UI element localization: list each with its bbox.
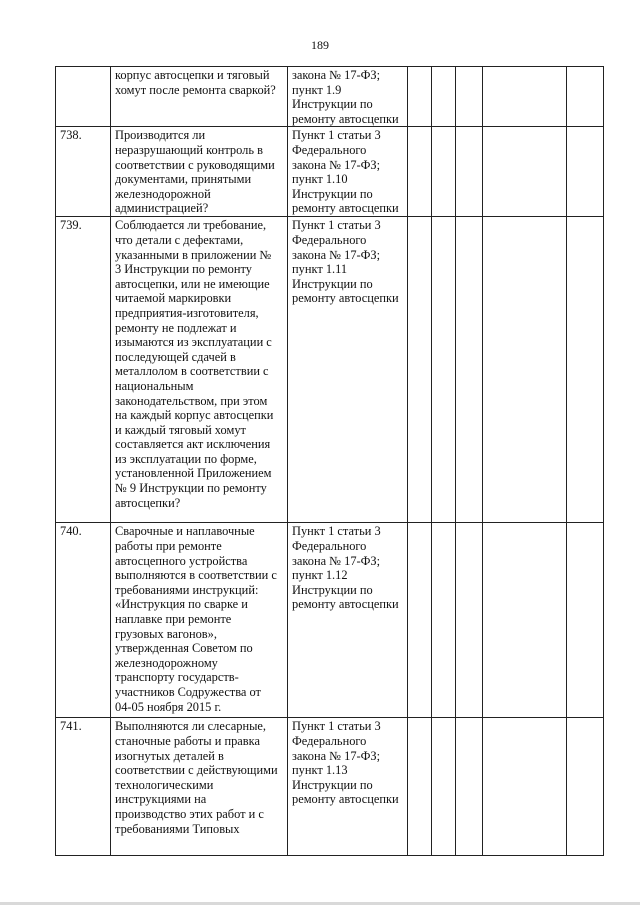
table-body xyxy=(56,67,604,856)
answer-cell xyxy=(408,523,432,718)
question-cell xyxy=(111,67,288,127)
row-number: 741. xyxy=(56,718,111,856)
reference-cell xyxy=(288,217,408,523)
answer-cell xyxy=(567,217,604,523)
question-line: № 9 Инструкции по ремонту xyxy=(115,481,267,496)
answer-cell xyxy=(483,523,567,718)
reference-line: закона № 17-ФЗ; xyxy=(292,553,381,568)
question-line: наплавке при ремонте xyxy=(115,611,232,626)
reference-cell xyxy=(288,67,408,127)
row-number: 739. xyxy=(56,217,111,523)
reference-line: Пункт 1 статьи 3 xyxy=(292,218,381,233)
question-line: автосцепного устройства xyxy=(115,553,248,568)
reference-line: Пункт 1 статьи 3 xyxy=(292,524,381,539)
question-line: инструкциями на xyxy=(115,792,207,807)
question-line: автосцепки, или не имеющие xyxy=(115,276,270,291)
answer-cell xyxy=(408,217,432,523)
question-line: законодательством, при этом xyxy=(115,393,268,408)
answer-cell xyxy=(567,718,604,856)
question-line: участников Содружества от xyxy=(115,684,261,699)
reference-line: Инструкции по xyxy=(292,186,373,201)
reference-line: Инструкции по xyxy=(292,276,373,291)
question-line: производство этих работ и с xyxy=(115,806,264,821)
question-cell xyxy=(111,718,288,856)
row-number xyxy=(56,67,111,127)
answer-cell xyxy=(432,127,456,217)
reference-line: пункт 1.13 xyxy=(292,763,348,778)
reference-line: закона № 17-ФЗ; xyxy=(292,157,381,172)
question-line: транспорту государств- xyxy=(115,670,239,685)
reference-line: Федерального xyxy=(292,733,367,748)
question-line: железнодорожному xyxy=(115,655,218,670)
question-line: документами, принятыми xyxy=(115,172,252,187)
reference-line: ремонту автосцепки xyxy=(292,792,399,807)
row-number: 738. xyxy=(56,127,111,217)
answer-cell xyxy=(408,67,432,127)
question-line: станочные работы и правка xyxy=(115,733,260,748)
question-line: 3 Инструкции по ремонту xyxy=(115,262,252,277)
question-line: соответствии с руководящими xyxy=(115,157,275,172)
reference-line: ремонту автосцепки xyxy=(292,111,399,126)
question-line: «Инструкция по сварке и xyxy=(115,597,248,612)
question-line: 04-05 ноября 2015 г. xyxy=(115,699,222,714)
reference-cell xyxy=(288,718,408,856)
reference-line: Инструкции по xyxy=(292,777,373,792)
question-line: что детали с дефектами, xyxy=(115,232,244,247)
table-row xyxy=(56,67,604,127)
answer-cell xyxy=(432,67,456,127)
answer-cell xyxy=(456,127,483,217)
question-line: составляется акт исключения xyxy=(115,437,271,452)
question-line: хомут после ремонта сваркой? xyxy=(115,82,276,97)
question-line: работы при ремонте xyxy=(115,538,222,553)
answer-cell xyxy=(432,217,456,523)
question-line: ремонту не подлежат и xyxy=(115,320,237,335)
question-line: предприятия-изготовителя, xyxy=(115,305,259,320)
answer-cell xyxy=(483,67,567,127)
answer-cell xyxy=(408,718,432,856)
answer-cell xyxy=(432,523,456,718)
reference-line: Пункт 1 статьи 3 xyxy=(292,719,381,734)
answer-cell xyxy=(432,718,456,856)
reference-line: Федерального xyxy=(292,142,367,157)
question-line: корпус автосцепки и тяговый xyxy=(115,68,270,82)
answer-cell xyxy=(456,523,483,718)
answer-cell xyxy=(456,67,483,127)
question-line: неразрушающий контроль в xyxy=(115,142,263,157)
question-line: изымаются из эксплуатации с xyxy=(115,335,272,350)
reference-line: пункт 1.12 xyxy=(292,568,348,583)
question-line: грузовых вагонов», xyxy=(115,626,217,641)
question-line: и каждый тяговый хомут xyxy=(115,422,246,437)
question-line: автосцепки? xyxy=(115,495,181,510)
question-line: администрацией? xyxy=(115,201,209,216)
question-line: читаемой маркировки xyxy=(115,291,232,306)
table-row xyxy=(56,523,604,718)
answer-cell xyxy=(567,523,604,718)
reference-line: ремонту автосцепки xyxy=(292,597,399,612)
question-line: железнодорожной xyxy=(115,186,211,201)
answer-cell xyxy=(483,217,567,523)
question-line: из эксплуатации по форме, xyxy=(115,451,257,466)
question-line: последующей сдачей в xyxy=(115,349,236,364)
reference-line: Инструкции по xyxy=(292,582,373,597)
reference-cell xyxy=(288,127,408,217)
question-line: требованиями Типовых xyxy=(115,821,240,836)
page-number: 189 xyxy=(311,38,329,52)
question-line: Производится ли xyxy=(115,128,206,143)
answer-cell xyxy=(483,127,567,217)
row-number: 740. xyxy=(56,523,111,718)
answer-cell xyxy=(408,127,432,217)
question-line: Сварочные и наплавочные xyxy=(115,524,255,539)
reference-line: пункт 1.9 xyxy=(292,82,342,97)
question-line: металлолом в соответствии с xyxy=(115,364,269,379)
reference-line: ремонту автосцепки xyxy=(292,291,399,306)
question-line: указанными в приложении № xyxy=(115,247,272,262)
reference-line: Федерального xyxy=(292,232,367,247)
question-line: Соблюдается ли требование, xyxy=(115,218,267,233)
question-line: национальным xyxy=(115,378,194,393)
question-line: установленной Приложением xyxy=(115,466,272,481)
reference-line: пункт 1.11 xyxy=(292,262,348,277)
checklist-table xyxy=(55,66,604,856)
question-line: требованиями инструкций: xyxy=(115,582,259,597)
reference-line: Федерального xyxy=(292,538,367,553)
question-line: технологическими xyxy=(115,777,214,792)
answer-cell xyxy=(456,718,483,856)
reference-line: закона № 17-ФЗ; xyxy=(292,247,381,262)
reference-line: закона № 17-ФЗ; xyxy=(292,68,381,82)
table-row xyxy=(56,217,604,523)
question-line: соответствии с действующими xyxy=(115,763,278,778)
table-row xyxy=(56,718,604,856)
question-line: утвержденная Советом по xyxy=(115,641,253,656)
question-cell xyxy=(111,127,288,217)
answer-cell xyxy=(456,217,483,523)
answer-cell xyxy=(483,718,567,856)
table-row xyxy=(56,127,604,217)
question-cell xyxy=(111,217,288,523)
reference-cell xyxy=(288,523,408,718)
question-line: изогнутых деталей в xyxy=(115,748,224,763)
answer-cell xyxy=(567,127,604,217)
question-line: Выполняются ли слесарные, xyxy=(115,719,267,734)
reference-line: Пункт 1 статьи 3 xyxy=(292,128,381,143)
question-cell xyxy=(111,523,288,718)
question-line: выполняются в соответствии с xyxy=(115,568,277,583)
reference-line: Инструкции по xyxy=(292,97,373,112)
answer-cell xyxy=(567,67,604,127)
reference-line: ремонту автосцепки xyxy=(292,201,399,216)
question-line: на каждый корпус автосцепки xyxy=(115,408,274,423)
reference-line: закона № 17-ФЗ; xyxy=(292,748,381,763)
reference-line: пункт 1.10 xyxy=(292,172,348,187)
